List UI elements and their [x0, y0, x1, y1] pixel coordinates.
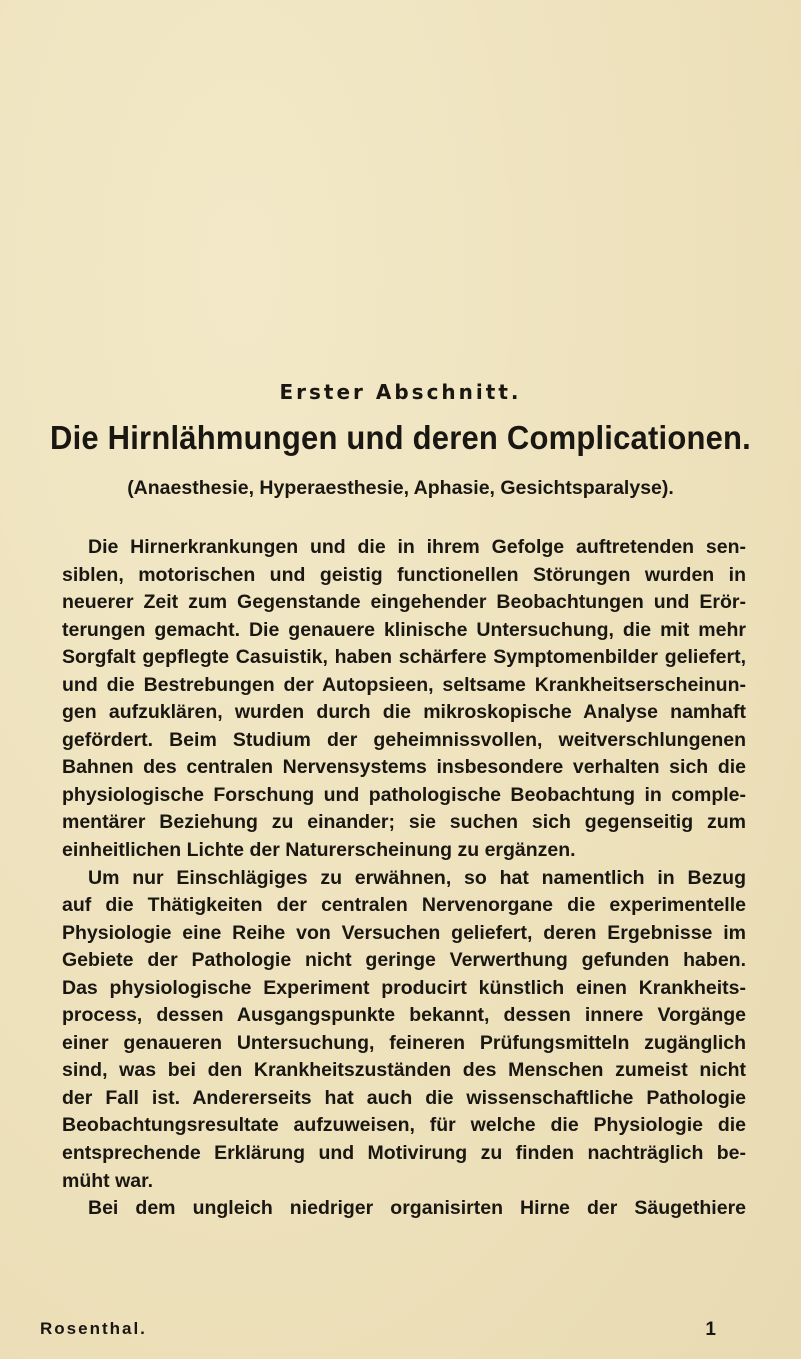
text-line: einheitlichen Lichte der Naturerscheinung zu ergänzen.: [62, 839, 576, 862]
text-line: Das physiologische Experiment producirt künstlich einen Krankheits-: [62, 976, 746, 999]
text-line: Um nur Einschlägiges zu erwähnen, so hat namentlich in Bezug: [88, 866, 746, 889]
text-line: physiologische Forschung und pathologische Beobachtung in comple-: [62, 783, 746, 806]
text-line: entsprechende Erklärung und Motivirung zu finden nachträglich be-: [62, 1142, 746, 1165]
text-line: der Fall ist. Andererseits hat auch die wissenschaftliche Pathologie: [62, 1086, 746, 1109]
text-line: process, dessen Ausgangspunkte bekannt, dessen innere Vorgänge: [62, 1004, 746, 1027]
text-line: terungen gemacht. Die genauere klinische Untersuchung, die mit mehr: [62, 618, 746, 641]
text-line: müht war.: [62, 1169, 154, 1192]
text-line: Beobachtungsresultate aufzuweisen, für welche die Physiologie die: [62, 1114, 746, 1137]
text-line: und die Bestrebungen der Autopsieen, seltsame Krankheitserscheinun-: [62, 673, 746, 696]
text-line: Gebiete der Pathologie nicht geringe Verwerthung gefunden haben.: [62, 949, 746, 972]
body-text: [62, 534, 746, 1223]
text-line: Physiologie eine Reihe von Versuchen geliefert, deren Ergebnisse im: [62, 921, 746, 944]
footer-author: Rosenthal.: [40, 1319, 147, 1338]
chapter-subtitle: (Anaesthesie, Hyperaesthesie, Aphasie, Gesichtsparalyse).: [127, 477, 674, 499]
signature-mark: 1: [705, 1319, 716, 1340]
text-line: Die Hirnerkrankungen und die in ihrem Gefolge auftretenden sen-: [88, 536, 746, 558]
text-line: mentärer Beziehung zu einander; sie suchen sich gegenseitig zum: [62, 811, 746, 834]
chapter-title: Die Hirnlähmungen und deren Complicationen.: [50, 418, 751, 457]
text-line: auf die Thätigkeiten der centralen Nervenorgane die experimentelle: [62, 894, 746, 917]
text-line: siblen, motorischen und geistig functionellen Störungen wurden in: [62, 563, 746, 586]
text-line: sind, was bei den Krankheitszuständen des Menschen zumeist nicht: [62, 1059, 746, 1082]
text-line: Bahnen des centralen Nervensystems insbesondere verhalten sich die: [62, 756, 746, 779]
text-line: gefördert. Beim Studium der geheimnissvollen, weitverschlungenen: [62, 728, 746, 751]
text-line: gen aufzuklären, wurden durch die mikroskopische Analyse namhaft: [62, 701, 746, 724]
text-line: einer genaueren Untersuchung, feineren Prüfungsmitteln zugänglich: [62, 1031, 746, 1054]
text-line: Sorgfalt gepflegte Casuistik, haben schärfere Symptomenbilder geliefert,: [62, 646, 746, 669]
text-line: neuerer Zeit zum Gegenstande eingehender Beobachtungen und Erör-: [62, 591, 746, 614]
section-heading: Erster Abschnitt.: [279, 380, 522, 404]
text-line: Bei dem ungleich niedriger organisirten Hirne der Säugethiere: [88, 1197, 746, 1220]
